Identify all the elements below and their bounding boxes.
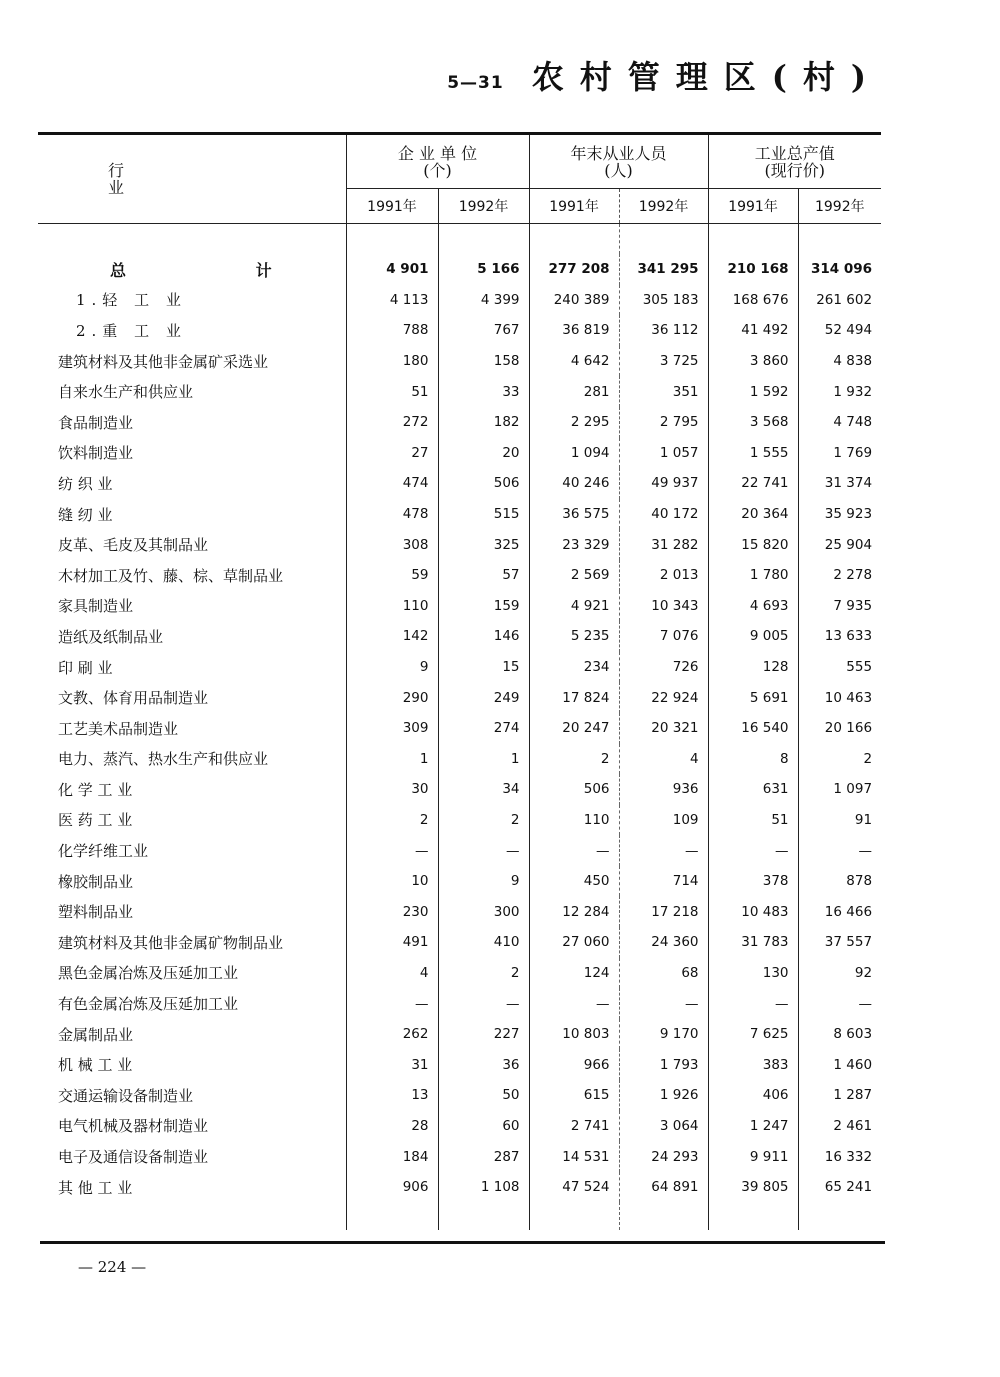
industry-name-cell: 电子及通信设备制造业 bbox=[58, 1148, 209, 1167]
value-cell-o92: 314 096 bbox=[798, 254, 881, 285]
value-cell-e92: 33 bbox=[438, 376, 529, 407]
value-cell-p92: 49 937 bbox=[619, 468, 708, 499]
table-row bbox=[38, 438, 881, 469]
value-cell-e91: 262 bbox=[346, 1019, 438, 1050]
value-cell-e92: 159 bbox=[438, 591, 529, 622]
value-cell-e92: 287 bbox=[438, 1141, 529, 1172]
table-row bbox=[38, 407, 881, 438]
table-tail-row bbox=[38, 1202, 881, 1230]
value-cell-o92: 4 838 bbox=[798, 346, 881, 377]
table-row bbox=[38, 896, 881, 927]
value-cell-o92: 65 241 bbox=[798, 1172, 881, 1203]
value-cell-p92: 2 013 bbox=[619, 560, 708, 591]
table-row bbox=[38, 866, 881, 897]
value-cell-e91: 13 bbox=[346, 1080, 438, 1111]
industry-name-cell: 工艺美术品制造业 bbox=[58, 719, 179, 738]
value-cell-p91: 281 bbox=[529, 376, 619, 407]
table-row bbox=[38, 468, 881, 499]
value-cell-o92: 2 461 bbox=[798, 1111, 881, 1142]
table-row bbox=[38, 652, 881, 683]
value-cell-p91: 5 235 bbox=[529, 621, 619, 652]
value-cell-e92: 506 bbox=[438, 468, 529, 499]
page-number: — 224 — bbox=[78, 1258, 147, 1276]
value-cell-e92: 1 bbox=[438, 744, 529, 775]
value-cell-p91: 10 803 bbox=[529, 1019, 619, 1050]
table-row bbox=[38, 285, 881, 316]
value-cell-e91: 474 bbox=[346, 468, 438, 499]
value-cell-e92: 158 bbox=[438, 346, 529, 377]
table-row bbox=[38, 621, 881, 652]
value-cell-e91: 309 bbox=[346, 713, 438, 744]
output-header: 工业总产值 (现行价) bbox=[708, 135, 881, 189]
value-cell-e92: 4 399 bbox=[438, 285, 529, 316]
value-cell-o91: 4 693 bbox=[708, 591, 798, 622]
value-cell-p91: 12 284 bbox=[529, 896, 619, 927]
value-cell-o91: 631 bbox=[708, 774, 798, 805]
industry-name-cell: 缝 纫 业 bbox=[58, 505, 113, 524]
industry-name-cell: 电气机械及器材制造业 bbox=[58, 1117, 209, 1136]
value-cell-o92: 2 278 bbox=[798, 560, 881, 591]
value-cell-o92: 555 bbox=[798, 652, 881, 683]
value-cell-e92: — bbox=[438, 988, 529, 1019]
value-cell-o92: 1 097 bbox=[798, 774, 881, 805]
value-cell-p92: 2 795 bbox=[619, 407, 708, 438]
value-cell-p91: 2 741 bbox=[529, 1111, 619, 1142]
value-cell-e92: 9 bbox=[438, 866, 529, 897]
table-row bbox=[38, 529, 881, 560]
value-cell-o91: 9 911 bbox=[708, 1141, 798, 1172]
table-row bbox=[38, 499, 881, 530]
industry-name-cell: 纺 织 业 bbox=[58, 474, 113, 493]
value-cell-e91: 28 bbox=[346, 1111, 438, 1142]
value-cell-p91: 36 575 bbox=[529, 499, 619, 530]
value-cell-p92: 10 343 bbox=[619, 591, 708, 622]
value-cell-p91: — bbox=[529, 835, 619, 866]
value-cell-e92: 15 bbox=[438, 652, 529, 683]
value-cell-o92: 37 557 bbox=[798, 927, 881, 958]
value-cell-p91: 17 824 bbox=[529, 682, 619, 713]
value-cell-o92: 16 332 bbox=[798, 1141, 881, 1172]
value-cell-p92: 36 112 bbox=[619, 315, 708, 346]
value-cell-o91: — bbox=[708, 835, 798, 866]
table-row bbox=[38, 958, 881, 989]
industry-name-cell: 2.重 工 业 bbox=[76, 321, 187, 340]
value-cell-p92: 40 172 bbox=[619, 499, 708, 530]
value-cell-o91: 130 bbox=[708, 958, 798, 989]
value-cell-p91: 4 642 bbox=[529, 346, 619, 377]
value-cell-o91: 168 676 bbox=[708, 285, 798, 316]
value-cell-e91: 51 bbox=[346, 376, 438, 407]
value-cell-p92: 109 bbox=[619, 805, 708, 836]
table-row bbox=[38, 713, 881, 744]
employees-1992-header: 1992年 bbox=[619, 189, 708, 224]
table-row bbox=[38, 1049, 881, 1080]
value-cell-o92: 25 904 bbox=[798, 529, 881, 560]
output-1992-header: 1992年 bbox=[798, 189, 881, 224]
statistics-table-wrapper bbox=[38, 132, 881, 1230]
industry-name-cell: 建筑材料及其他非金属矿采选业 bbox=[58, 352, 269, 371]
enterprises-1991-header: 1991年 bbox=[346, 189, 438, 224]
value-cell-p92: 22 924 bbox=[619, 682, 708, 713]
value-cell-o92: 13 633 bbox=[798, 621, 881, 652]
table-row bbox=[38, 254, 881, 285]
value-cell-p92: 7 076 bbox=[619, 621, 708, 652]
value-cell-e92: 34 bbox=[438, 774, 529, 805]
value-cell-p92: — bbox=[619, 835, 708, 866]
table-row bbox=[38, 346, 881, 377]
industry-name-cell: 橡胶制品业 bbox=[58, 872, 134, 891]
table-row bbox=[38, 315, 881, 346]
value-cell-p92: 24 293 bbox=[619, 1141, 708, 1172]
value-cell-o91: 8 bbox=[708, 744, 798, 775]
value-cell-p91: 506 bbox=[529, 774, 619, 805]
table-row bbox=[38, 1172, 881, 1203]
value-cell-o91: 7 625 bbox=[708, 1019, 798, 1050]
value-cell-o91: — bbox=[708, 988, 798, 1019]
value-cell-p92: 305 183 bbox=[619, 285, 708, 316]
value-cell-o91: 20 364 bbox=[708, 499, 798, 530]
table-row bbox=[38, 774, 881, 805]
value-cell-e91: 272 bbox=[346, 407, 438, 438]
value-cell-e92: 182 bbox=[438, 407, 529, 438]
industry-name-cell: 自来水生产和供应业 bbox=[58, 383, 194, 402]
value-cell-p92: — bbox=[619, 988, 708, 1019]
value-cell-p91: 1 094 bbox=[529, 438, 619, 469]
table-row bbox=[38, 988, 881, 1019]
value-cell-p92: 726 bbox=[619, 652, 708, 683]
value-cell-e91: 184 bbox=[346, 1141, 438, 1172]
value-cell-o91: 41 492 bbox=[708, 315, 798, 346]
value-cell-e92: — bbox=[438, 835, 529, 866]
table-row bbox=[38, 1080, 881, 1111]
page-title bbox=[447, 52, 882, 98]
industry-name-cell: 文教、体育用品制造业 bbox=[58, 689, 209, 708]
value-cell-e92: 5 166 bbox=[438, 254, 529, 285]
statistics-table bbox=[38, 135, 881, 1230]
value-cell-p92: 9 170 bbox=[619, 1019, 708, 1050]
enterprises-header: 企 业 单 位 (个) bbox=[346, 135, 529, 189]
value-cell-o91: 1 592 bbox=[708, 376, 798, 407]
value-cell-e91: 4 113 bbox=[346, 285, 438, 316]
value-cell-o91: 406 bbox=[708, 1080, 798, 1111]
table-row bbox=[38, 376, 881, 407]
value-cell-e91: 1 bbox=[346, 744, 438, 775]
value-cell-p91: 110 bbox=[529, 805, 619, 836]
industry-name-cell: 1.轻 工 业 bbox=[76, 291, 187, 310]
value-cell-e91: 142 bbox=[346, 621, 438, 652]
value-cell-o92: 91 bbox=[798, 805, 881, 836]
industry-name-cell: 饮料制造业 bbox=[58, 444, 134, 463]
value-cell-e92: 2 bbox=[438, 958, 529, 989]
value-cell-p92: 64 891 bbox=[619, 1172, 708, 1203]
value-cell-o92: 31 374 bbox=[798, 468, 881, 499]
industry-name-cell: 机 械 工 业 bbox=[58, 1056, 133, 1075]
industry-name-cell: 建筑材料及其他非金属矿物制品业 bbox=[58, 933, 284, 952]
value-cell-o92: 1 932 bbox=[798, 376, 881, 407]
value-cell-e92: 57 bbox=[438, 560, 529, 591]
value-cell-p92: 1 057 bbox=[619, 438, 708, 469]
value-cell-o92: 7 935 bbox=[798, 591, 881, 622]
industry-name-cell: 木材加工及竹、藤、棕、草制品业 bbox=[58, 566, 284, 585]
value-cell-o91: 22 741 bbox=[708, 468, 798, 499]
value-cell-o92: — bbox=[798, 988, 881, 1019]
table-row bbox=[38, 682, 881, 713]
value-cell-e92: 2 bbox=[438, 805, 529, 836]
industry-name-cell: 其 他 工 业 bbox=[58, 1178, 133, 1197]
industry-name-cell: 电力、蒸汽、热水生产和供应业 bbox=[58, 750, 269, 769]
value-cell-e92: 60 bbox=[438, 1111, 529, 1142]
value-cell-p92: 20 321 bbox=[619, 713, 708, 744]
industry-name-cell: 造纸及纸制品业 bbox=[58, 627, 164, 646]
industry-name-cell: 金属制品业 bbox=[58, 1025, 134, 1044]
value-cell-o91: 1 555 bbox=[708, 438, 798, 469]
value-cell-o91: 16 540 bbox=[708, 713, 798, 744]
value-cell-p92: 3 064 bbox=[619, 1111, 708, 1142]
value-cell-p91: — bbox=[529, 988, 619, 1019]
value-cell-e91: 906 bbox=[346, 1172, 438, 1203]
value-cell-e91: 290 bbox=[346, 682, 438, 713]
value-cell-o92: 8 603 bbox=[798, 1019, 881, 1050]
value-cell-p91: 2 295 bbox=[529, 407, 619, 438]
enterprises-1992-header: 1992年 bbox=[438, 189, 529, 224]
table-row bbox=[38, 835, 881, 866]
value-cell-o92: 2 bbox=[798, 744, 881, 775]
value-cell-o92: 92 bbox=[798, 958, 881, 989]
value-cell-p92: 1 793 bbox=[619, 1049, 708, 1080]
value-cell-o91: 15 820 bbox=[708, 529, 798, 560]
value-cell-e91: 30 bbox=[346, 774, 438, 805]
table-row bbox=[38, 1019, 881, 1050]
value-cell-o91: 1 247 bbox=[708, 1111, 798, 1142]
value-cell-e92: 146 bbox=[438, 621, 529, 652]
table-title: 农村管理区(村) bbox=[531, 58, 882, 96]
value-cell-o91: 5 691 bbox=[708, 682, 798, 713]
value-cell-e91: 110 bbox=[346, 591, 438, 622]
value-cell-o92: 35 923 bbox=[798, 499, 881, 530]
industry-name-cell: 塑料制品业 bbox=[58, 903, 134, 922]
value-cell-p92: 4 bbox=[619, 744, 708, 775]
value-cell-e92: 767 bbox=[438, 315, 529, 346]
value-cell-p91: 124 bbox=[529, 958, 619, 989]
value-cell-p92: 714 bbox=[619, 866, 708, 897]
value-cell-e92: 36 bbox=[438, 1049, 529, 1080]
industry-name-cell: 医 药 工 业 bbox=[58, 811, 133, 830]
value-cell-e91: 478 bbox=[346, 499, 438, 530]
value-cell-o91: 9 005 bbox=[708, 621, 798, 652]
value-cell-p92: 351 bbox=[619, 376, 708, 407]
value-cell-o91: 39 805 bbox=[708, 1172, 798, 1203]
value-cell-o91: 378 bbox=[708, 866, 798, 897]
value-cell-o91: 3 860 bbox=[708, 346, 798, 377]
value-cell-p91: 234 bbox=[529, 652, 619, 683]
table-body bbox=[38, 224, 881, 1231]
value-cell-o91: 128 bbox=[708, 652, 798, 683]
value-cell-p91: 20 247 bbox=[529, 713, 619, 744]
industry-name-cell: 家具制造业 bbox=[58, 597, 134, 616]
value-cell-p91: 966 bbox=[529, 1049, 619, 1080]
value-cell-o92: — bbox=[798, 835, 881, 866]
value-cell-p91: 450 bbox=[529, 866, 619, 897]
value-cell-e91: 9 bbox=[346, 652, 438, 683]
industry-name-cell: 黑色金属冶炼及压延加工业 bbox=[58, 964, 239, 983]
value-cell-e92: 515 bbox=[438, 499, 529, 530]
value-cell-e91: 10 bbox=[346, 866, 438, 897]
value-cell-p91: 14 531 bbox=[529, 1141, 619, 1172]
value-cell-o91: 383 bbox=[708, 1049, 798, 1080]
industry-name-cell: 有色金属冶炼及压延加工业 bbox=[58, 995, 239, 1014]
output-1991-header: 1991年 bbox=[708, 189, 798, 224]
industry-name-cell: 化学纤维工业 bbox=[58, 842, 149, 861]
value-cell-e91: 491 bbox=[346, 927, 438, 958]
value-cell-p91: 240 389 bbox=[529, 285, 619, 316]
value-cell-o92: 20 166 bbox=[798, 713, 881, 744]
value-cell-e91: 4 bbox=[346, 958, 438, 989]
value-cell-e92: 50 bbox=[438, 1080, 529, 1111]
table-row bbox=[38, 1141, 881, 1172]
value-cell-p91: 23 329 bbox=[529, 529, 619, 560]
value-cell-o91: 51 bbox=[708, 805, 798, 836]
value-cell-e92: 249 bbox=[438, 682, 529, 713]
value-cell-o92: 878 bbox=[798, 866, 881, 897]
value-cell-e91: 27 bbox=[346, 438, 438, 469]
value-cell-p92: 31 282 bbox=[619, 529, 708, 560]
value-cell-p92: 1 926 bbox=[619, 1080, 708, 1111]
value-cell-p91: 615 bbox=[529, 1080, 619, 1111]
bottom-rule bbox=[40, 1241, 885, 1244]
value-cell-o92: 4 748 bbox=[798, 407, 881, 438]
value-cell-p92: 68 bbox=[619, 958, 708, 989]
value-cell-e91: — bbox=[346, 988, 438, 1019]
value-cell-o92: 10 463 bbox=[798, 682, 881, 713]
value-cell-o92: 1 287 bbox=[798, 1080, 881, 1111]
value-cell-o91: 210 168 bbox=[708, 254, 798, 285]
table-row bbox=[38, 744, 881, 775]
value-cell-o91: 10 483 bbox=[708, 896, 798, 927]
industry-name-cell: 化 学 工 业 bbox=[58, 780, 133, 799]
value-cell-e92: 1 108 bbox=[438, 1172, 529, 1203]
table-spacer-row bbox=[38, 224, 881, 255]
value-cell-p91: 4 921 bbox=[529, 591, 619, 622]
value-cell-p91: 2 bbox=[529, 744, 619, 775]
value-cell-p91: 2 569 bbox=[529, 560, 619, 591]
value-cell-e91: 31 bbox=[346, 1049, 438, 1080]
value-cell-p92: 936 bbox=[619, 774, 708, 805]
industry-name-cell: 交通运输设备制造业 bbox=[58, 1086, 194, 1105]
value-cell-p91: 47 524 bbox=[529, 1172, 619, 1203]
value-cell-p92: 17 218 bbox=[619, 896, 708, 927]
value-cell-p91: 40 246 bbox=[529, 468, 619, 499]
value-cell-o92: 261 602 bbox=[798, 285, 881, 316]
table-row bbox=[38, 591, 881, 622]
industry-column-header: 行 业 bbox=[38, 135, 346, 224]
table-row bbox=[38, 805, 881, 836]
value-cell-e91: 2 bbox=[346, 805, 438, 836]
value-cell-e91: 308 bbox=[346, 529, 438, 560]
industry-name-cell: 食品制造业 bbox=[58, 413, 134, 432]
value-cell-e92: 274 bbox=[438, 713, 529, 744]
table-row bbox=[38, 1111, 881, 1142]
value-cell-e91: 4 901 bbox=[346, 254, 438, 285]
table-row bbox=[38, 560, 881, 591]
employees-1991-header: 1991年 bbox=[529, 189, 619, 224]
value-cell-e92: 227 bbox=[438, 1019, 529, 1050]
industry-name-cell: 印 刷 业 bbox=[58, 658, 113, 677]
value-cell-e92: 300 bbox=[438, 896, 529, 927]
value-cell-e92: 20 bbox=[438, 438, 529, 469]
table-row bbox=[38, 927, 881, 958]
table-code: 5—31 bbox=[447, 73, 504, 93]
value-cell-e91: 788 bbox=[346, 315, 438, 346]
value-cell-p91: 27 060 bbox=[529, 927, 619, 958]
value-cell-p92: 341 295 bbox=[619, 254, 708, 285]
industry-name-cell: 皮革、毛皮及其制品业 bbox=[58, 536, 209, 555]
industry-name-cell: 总 计 bbox=[110, 260, 334, 280]
employees-header: 年末从业人员 (人) bbox=[529, 135, 708, 189]
value-cell-e92: 410 bbox=[438, 927, 529, 958]
value-cell-p92: 3 725 bbox=[619, 346, 708, 377]
value-cell-e91: — bbox=[346, 835, 438, 866]
value-cell-e91: 180 bbox=[346, 346, 438, 377]
value-cell-o92: 1 460 bbox=[798, 1049, 881, 1080]
value-cell-e91: 59 bbox=[346, 560, 438, 591]
value-cell-o91: 3 568 bbox=[708, 407, 798, 438]
value-cell-o91: 1 780 bbox=[708, 560, 798, 591]
value-cell-o92: 52 494 bbox=[798, 315, 881, 346]
value-cell-e92: 325 bbox=[438, 529, 529, 560]
value-cell-o92: 1 769 bbox=[798, 438, 881, 469]
value-cell-e91: 230 bbox=[346, 896, 438, 927]
value-cell-p91: 277 208 bbox=[529, 254, 619, 285]
value-cell-o91: 31 783 bbox=[708, 927, 798, 958]
value-cell-o92: 16 466 bbox=[798, 896, 881, 927]
value-cell-p92: 24 360 bbox=[619, 927, 708, 958]
value-cell-p91: 36 819 bbox=[529, 315, 619, 346]
